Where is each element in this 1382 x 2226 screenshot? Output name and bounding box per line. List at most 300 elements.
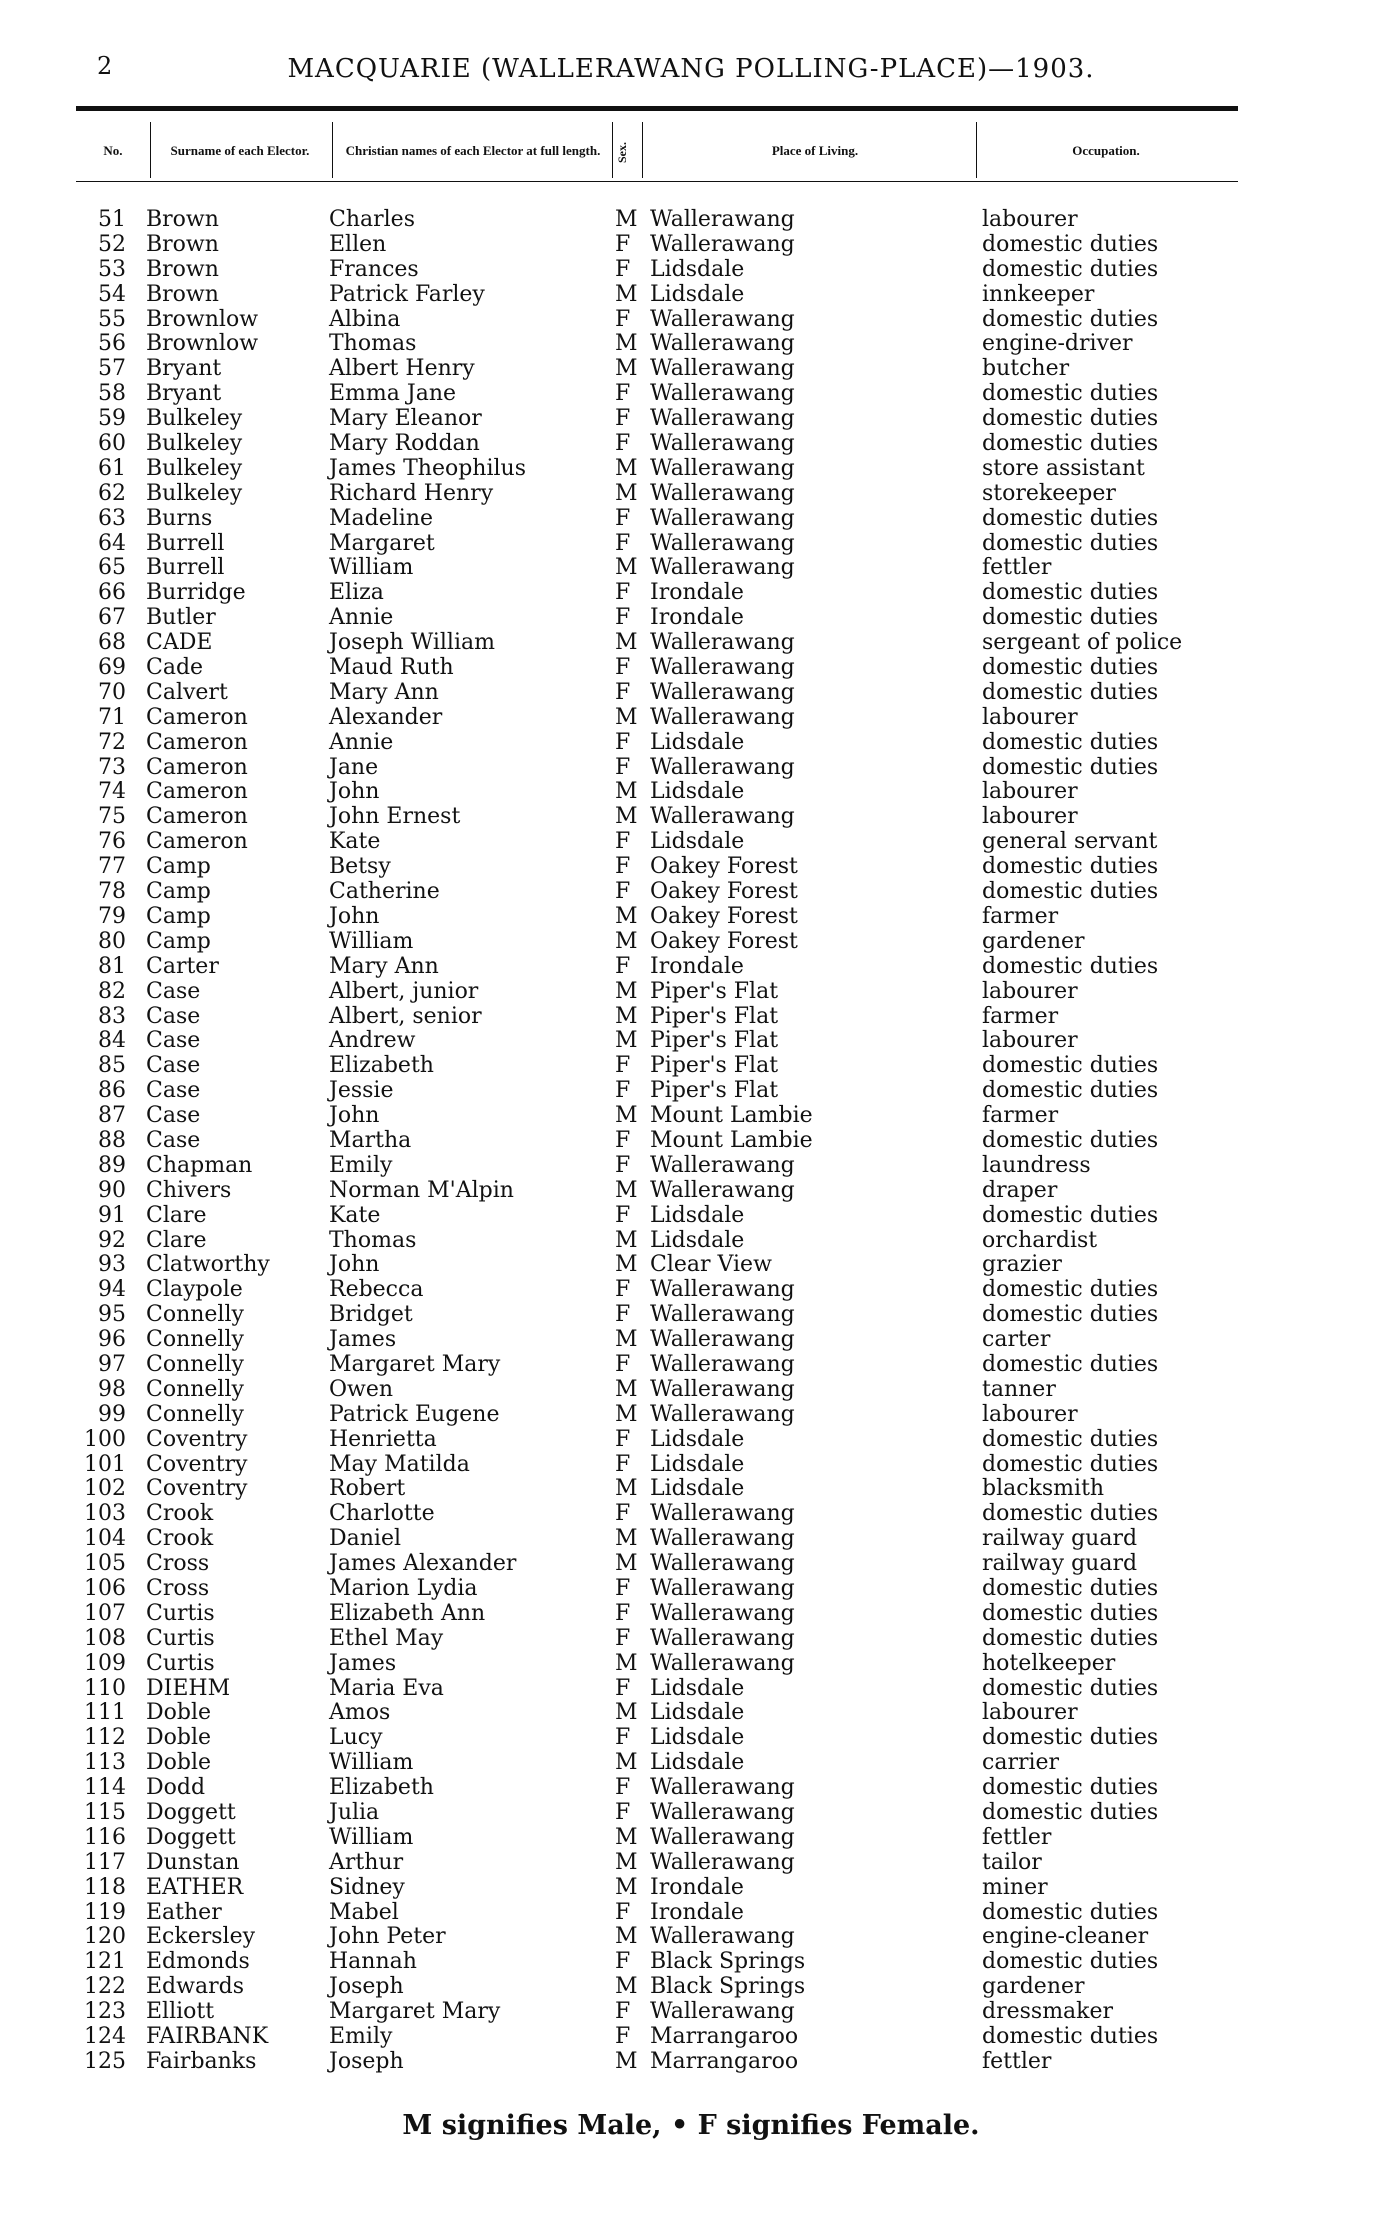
table-row xyxy=(0,1851,1382,1876)
elector-occupation: domestic duties xyxy=(982,1078,1159,1104)
table-row xyxy=(0,1005,1382,1030)
elector-place: Mount Lambie xyxy=(650,1103,813,1129)
elector-sex: F xyxy=(615,1426,631,1452)
elector-occupation: engine-cleaner xyxy=(982,1924,1149,1950)
elector-place: Wallerawang xyxy=(650,1575,795,1601)
elector-occupation: hotelkeeper xyxy=(982,1650,1116,1676)
elector-occupation: domestic duties xyxy=(982,1451,1159,1477)
elector-christian-names: Daniel xyxy=(329,1526,402,1552)
table-row xyxy=(0,2050,1382,2075)
table-row xyxy=(0,1278,1382,1303)
elector-surname: Doggett xyxy=(146,1824,236,1850)
elector-occupation: domestic duties xyxy=(982,505,1159,531)
elector-place: Lidsdale xyxy=(650,281,745,307)
elector-christian-names: Richard Henry xyxy=(329,480,494,506)
elector-occupation: tanner xyxy=(982,1376,1056,1402)
elector-number: 55 xyxy=(98,306,126,332)
elector-sex: F xyxy=(615,1351,631,1377)
table-row xyxy=(0,1029,1382,1054)
table-row xyxy=(0,258,1382,283)
elector-occupation: domestic duties xyxy=(982,605,1159,631)
elector-occupation: domestic duties xyxy=(982,1899,1159,1925)
table-row xyxy=(0,980,1382,1005)
elector-christian-names: Ethel May xyxy=(329,1625,444,1651)
elector-sex: F xyxy=(615,1127,631,1153)
elector-christian-names: John xyxy=(329,779,380,805)
elector-place: Piper's Flat xyxy=(650,1003,779,1029)
elector-place: Lidsdale xyxy=(650,829,745,855)
table-row xyxy=(0,332,1382,357)
elector-surname: Curtis xyxy=(146,1600,215,1626)
elector-number: 82 xyxy=(98,978,126,1004)
elector-sex: F xyxy=(615,1152,631,1178)
header-sex: Sex. xyxy=(615,142,629,164)
elector-occupation: orchardist xyxy=(982,1227,1098,1253)
elector-occupation: domestic duties xyxy=(982,381,1159,407)
elector-place: Wallerawang xyxy=(650,1650,795,1676)
elector-occupation: gardener xyxy=(982,928,1085,954)
table-row xyxy=(0,1627,1382,1652)
elector-place: Lidsdale xyxy=(650,779,745,805)
elector-christian-names: Andrew xyxy=(329,1028,416,1054)
elector-surname: Case xyxy=(146,1003,201,1029)
elector-surname: Cade xyxy=(146,655,204,681)
elector-place: Wallerawang xyxy=(650,431,795,457)
elector-christian-names: Patrick Farley xyxy=(329,281,485,307)
elector-occupation: labourer xyxy=(982,779,1078,805)
elector-place: Wallerawang xyxy=(650,1302,795,1328)
table-row xyxy=(0,432,1382,457)
elector-surname: Brown xyxy=(146,256,219,282)
elector-surname: Case xyxy=(146,1053,201,1079)
elector-occupation: labourer xyxy=(982,804,1078,830)
elector-place: Piper's Flat xyxy=(650,1078,779,1104)
elector-surname: Cameron xyxy=(146,729,248,755)
elector-place: Wallerawang xyxy=(650,1551,795,1577)
elector-christian-names: Robert xyxy=(329,1476,406,1502)
table-row xyxy=(0,1179,1382,1204)
header-place: Place of Living. xyxy=(771,143,859,158)
header-occupation: Occupation. xyxy=(1072,143,1140,158)
elector-place: Wallerawang xyxy=(650,1849,795,1875)
elector-christian-names: Emily xyxy=(329,1152,393,1178)
elector-christian-names: John Peter xyxy=(329,1924,446,1950)
elector-christian-names: Alexander xyxy=(329,704,443,730)
elector-surname: Camp xyxy=(146,854,211,880)
elector-surname: Eather xyxy=(146,1899,222,1925)
elector-place: Piper's Flat xyxy=(650,1053,779,1079)
elector-christian-names: John xyxy=(329,1103,380,1129)
elector-number: 113 xyxy=(84,1750,126,1776)
elector-place: Marrangaroo xyxy=(650,2048,799,2074)
elector-sex: F xyxy=(615,505,631,531)
elector-surname: Connelly xyxy=(146,1327,244,1353)
elector-surname: Clare xyxy=(146,1202,207,1228)
table-row xyxy=(0,1403,1382,1428)
elector-occupation: innkeeper xyxy=(982,281,1095,307)
elector-number: 117 xyxy=(84,1849,126,1875)
elector-christian-names: Charlotte xyxy=(329,1501,435,1527)
elector-surname: Burrell xyxy=(146,530,225,556)
elector-occupation: labourer xyxy=(982,978,1078,1004)
elector-place: Black Springs xyxy=(650,1949,806,1975)
elector-surname: Chivers xyxy=(146,1177,232,1203)
elector-christian-names: James xyxy=(329,1650,397,1676)
header-christian: Christian names of each Elector at full length. xyxy=(345,143,601,158)
elector-christian-names: William xyxy=(329,1750,414,1776)
elector-occupation: gardener xyxy=(982,1974,1085,2000)
elector-place: Clear View xyxy=(650,1252,772,1278)
elector-christian-names: Julia xyxy=(329,1800,380,1825)
elector-surname: Curtis xyxy=(146,1650,215,1676)
table-row xyxy=(0,556,1382,581)
elector-christian-names: Mary Ann xyxy=(329,953,439,979)
elector-sex: M xyxy=(615,1924,638,1950)
elector-surname: Brown xyxy=(146,231,219,257)
elector-number: 58 xyxy=(98,381,126,407)
elector-number: 97 xyxy=(98,1351,126,1377)
elector-number: 95 xyxy=(98,1302,126,1328)
table-row xyxy=(0,1229,1382,1254)
elector-sex: F xyxy=(615,1277,631,1303)
elector-christian-names: Henrietta xyxy=(329,1426,437,1452)
elector-place: Wallerawang xyxy=(650,381,795,407)
elector-sex: F xyxy=(615,605,631,631)
elector-christian-names: John xyxy=(329,1252,380,1278)
elector-sex: M xyxy=(615,455,638,481)
elector-place: Wallerawang xyxy=(650,1824,795,1850)
elector-place: Black Springs xyxy=(650,1974,806,2000)
elector-christian-names: Lucy xyxy=(329,1725,383,1751)
elector-sex: F xyxy=(615,1725,631,1751)
elector-place: Wallerawang xyxy=(650,655,795,681)
elector-christian-names: Albert Henry xyxy=(329,356,475,382)
elector-number: 83 xyxy=(98,1003,126,1029)
elector-place: Lidsdale xyxy=(650,1675,745,1701)
elector-occupation: domestic duties xyxy=(982,1053,1159,1079)
elector-surname: Bryant xyxy=(146,381,222,407)
elector-occupation: grazier xyxy=(982,1252,1062,1278)
elector-surname: Brown xyxy=(146,281,219,307)
elector-number: 73 xyxy=(98,754,126,780)
elector-surname: Doggett xyxy=(146,1800,236,1825)
elector-christian-names: Frances xyxy=(329,256,419,282)
header-surname: Surname of each Elector. xyxy=(170,143,310,158)
elector-surname: Clatworthy xyxy=(146,1252,270,1278)
elector-sex: M xyxy=(615,978,638,1004)
header-rule xyxy=(76,181,1238,182)
table-row xyxy=(0,706,1382,731)
elector-place: Wallerawang xyxy=(650,1501,795,1527)
elector-christian-names: Ellen xyxy=(329,231,387,257)
elector-christian-names: James Theophilus xyxy=(329,455,526,481)
elector-place: Wallerawang xyxy=(650,530,795,556)
elector-sex: M xyxy=(615,1103,638,1129)
elector-occupation: laundress xyxy=(982,1152,1091,1178)
elector-number: 105 xyxy=(84,1551,126,1577)
table-row xyxy=(0,1477,1382,1502)
elector-number: 59 xyxy=(98,406,126,432)
header-divider xyxy=(976,122,977,178)
elector-sex: F xyxy=(615,431,631,457)
elector-surname: Claypole xyxy=(146,1277,243,1303)
elector-occupation: domestic duties xyxy=(982,1575,1159,1601)
elector-number: 80 xyxy=(98,928,126,954)
elector-sex: M xyxy=(615,1003,638,1029)
elector-occupation: domestic duties xyxy=(982,1600,1159,1626)
header-divider xyxy=(642,122,643,178)
elector-place: Wallerawang xyxy=(650,804,795,830)
elector-christian-names: William xyxy=(329,928,414,954)
table-row xyxy=(0,233,1382,258)
elector-occupation: domestic duties xyxy=(982,231,1159,257)
elector-sex: M xyxy=(615,281,638,307)
elector-sex: M xyxy=(615,555,638,581)
elector-christian-names: Thomas xyxy=(329,1227,417,1253)
elector-place: Wallerawang xyxy=(650,1376,795,1402)
elector-sex: M xyxy=(615,704,638,730)
elector-christian-names: Maria Eva xyxy=(329,1675,444,1701)
elector-occupation: domestic duties xyxy=(982,1800,1159,1825)
elector-number: 120 xyxy=(84,1924,126,1950)
elector-sex: F xyxy=(615,754,631,780)
elector-occupation: domestic duties xyxy=(982,1625,1159,1651)
elector-surname: Crook xyxy=(146,1501,214,1527)
elector-sex: F xyxy=(615,1899,631,1925)
elector-number: 123 xyxy=(84,1999,126,2025)
table-row xyxy=(0,1428,1382,1453)
table-row xyxy=(0,930,1382,955)
elector-christian-names: Annie xyxy=(329,729,394,755)
table-row xyxy=(0,1104,1382,1129)
elector-sex: F xyxy=(615,1775,631,1801)
elector-place: Lidsdale xyxy=(650,1476,745,1502)
elector-christian-names: Emily xyxy=(329,2024,393,2050)
elector-occupation: fettler xyxy=(982,555,1052,581)
elector-sex: F xyxy=(615,1451,631,1477)
elector-occupation: domestic duties xyxy=(982,1127,1159,1153)
elector-number: 91 xyxy=(98,1202,126,1228)
elector-surname: Coventry xyxy=(146,1426,248,1452)
table-row xyxy=(0,1054,1382,1079)
elector-surname: Cameron xyxy=(146,829,248,855)
elector-occupation: labourer xyxy=(982,704,1078,730)
elector-number: 104 xyxy=(84,1526,126,1552)
elector-place: Wallerawang xyxy=(650,1277,795,1303)
elector-number: 87 xyxy=(98,1103,126,1129)
table-row xyxy=(0,1925,1382,1950)
elector-surname: Bulkeley xyxy=(146,480,243,506)
elector-christian-names: Thomas xyxy=(329,331,417,357)
table-row xyxy=(0,731,1382,756)
elector-surname: Doble xyxy=(146,1750,212,1776)
elector-occupation: domestic duties xyxy=(982,580,1159,606)
elector-number: 121 xyxy=(84,1949,126,1975)
table-row xyxy=(0,1801,1382,1826)
elector-sex: M xyxy=(615,1650,638,1676)
elector-occupation: storekeeper xyxy=(982,480,1116,506)
elector-christian-names: Marion Lydia xyxy=(329,1575,478,1601)
table-row xyxy=(0,1701,1382,1726)
elector-number: 103 xyxy=(84,1501,126,1527)
elector-number: 78 xyxy=(98,879,126,905)
elector-occupation: domestic duties xyxy=(982,1675,1159,1701)
elector-sex: F xyxy=(615,1600,631,1626)
elector-surname: Coventry xyxy=(146,1451,248,1477)
elector-number: 102 xyxy=(84,1476,126,1502)
elector-surname: Case xyxy=(146,978,201,1004)
top-rule xyxy=(76,106,1238,111)
table-row xyxy=(0,656,1382,681)
elector-place: Wallerawang xyxy=(650,231,795,257)
elector-number: 85 xyxy=(98,1053,126,1079)
elector-christian-names: Emma Jane xyxy=(329,381,457,407)
elector-surname: Butler xyxy=(146,605,216,631)
elector-place: Wallerawang xyxy=(650,207,795,232)
elector-christian-names: Elizabeth Ann xyxy=(329,1600,486,1626)
elector-sex: F xyxy=(615,854,631,880)
table-row xyxy=(0,1602,1382,1627)
elector-surname: Cameron xyxy=(146,804,248,830)
elector-place: Lidsdale xyxy=(650,1451,745,1477)
elector-christian-names: Bridget xyxy=(329,1302,413,1328)
elector-occupation: domestic duties xyxy=(982,1949,1159,1975)
elector-place: Lidsdale xyxy=(650,1725,745,1751)
elector-number: 114 xyxy=(84,1775,126,1801)
elector-occupation: domestic duties xyxy=(982,431,1159,457)
elector-occupation: sergeant of police xyxy=(982,630,1183,656)
elector-occupation: fettler xyxy=(982,1824,1052,1850)
elector-sex: M xyxy=(615,1974,638,2000)
elector-surname: Bulkeley xyxy=(146,455,243,481)
elector-place: Lidsdale xyxy=(650,729,745,755)
elector-surname: Coventry xyxy=(146,1476,248,1502)
elector-occupation: domestic duties xyxy=(982,1351,1159,1377)
elector-place: Wallerawang xyxy=(650,1401,795,1427)
elector-sex: F xyxy=(615,1202,631,1228)
elector-number: 94 xyxy=(98,1277,126,1303)
elector-christian-names: Maud Ruth xyxy=(329,655,454,681)
header-divider xyxy=(612,122,613,178)
elector-occupation: domestic duties xyxy=(982,530,1159,556)
table-row xyxy=(0,1776,1382,1801)
elector-number: 118 xyxy=(84,1874,126,1900)
elector-occupation: labourer xyxy=(982,1028,1078,1054)
elector-occupation: farmer xyxy=(982,1003,1059,1029)
elector-surname: Connelly xyxy=(146,1401,244,1427)
table-row xyxy=(0,1826,1382,1851)
elector-sex: M xyxy=(615,903,638,929)
table-row xyxy=(0,2025,1382,2050)
elector-occupation: tailor xyxy=(982,1849,1042,1875)
elector-christian-names: Elizabeth xyxy=(329,1775,434,1801)
elector-surname: Brownlow xyxy=(146,306,259,332)
elector-sex: F xyxy=(615,306,631,332)
elector-sex: M xyxy=(615,1028,638,1054)
elector-sex: F xyxy=(615,953,631,979)
elector-number: 63 xyxy=(98,505,126,531)
elector-number: 62 xyxy=(98,480,126,506)
elector-place: Wallerawang xyxy=(650,480,795,506)
elector-number: 110 xyxy=(84,1675,126,1701)
elector-place: Wallerawang xyxy=(650,1800,795,1825)
elector-occupation: domestic duties xyxy=(982,1725,1159,1751)
table-row xyxy=(0,1552,1382,1577)
elector-place: Mount Lambie xyxy=(650,1127,813,1153)
table-row xyxy=(0,855,1382,880)
elector-sex: M xyxy=(615,356,638,382)
elector-sex: F xyxy=(615,1675,631,1701)
table-row xyxy=(0,830,1382,855)
elector-number: 77 xyxy=(98,854,126,880)
elector-surname: Camp xyxy=(146,903,211,929)
elector-sex: M xyxy=(615,1824,638,1850)
elector-sex: F xyxy=(615,406,631,432)
elector-surname: Curtis xyxy=(146,1625,215,1651)
elector-place: Oakey Forest xyxy=(650,854,798,880)
table-row xyxy=(0,1751,1382,1776)
elector-number: 81 xyxy=(98,953,126,979)
elector-sex: M xyxy=(615,1476,638,1502)
elector-place: Wallerawang xyxy=(650,455,795,481)
elector-surname: Connelly xyxy=(146,1376,244,1402)
elector-sex: F xyxy=(615,2024,631,2050)
elector-surname: Camp xyxy=(146,928,211,954)
elector-place: Oakey Forest xyxy=(650,928,798,954)
elector-number: 86 xyxy=(98,1078,126,1104)
elector-christian-names: Rebecca xyxy=(329,1277,424,1303)
table-row xyxy=(0,1079,1382,1104)
elector-christian-names: Mabel xyxy=(329,1899,399,1925)
elector-christian-names: Margaret Mary xyxy=(329,1999,501,2025)
elector-christian-names: Albina xyxy=(329,306,401,332)
elector-surname: Brownlow xyxy=(146,331,259,357)
page-number: 2 xyxy=(97,52,113,80)
elector-sex: M xyxy=(615,1526,638,1552)
elector-christian-names: Annie xyxy=(329,605,394,631)
table-row xyxy=(0,532,1382,557)
elector-place: Lidsdale xyxy=(650,1202,745,1228)
elector-occupation: domestic duties xyxy=(982,1426,1159,1452)
elector-place: Lidsdale xyxy=(650,1700,745,1726)
elector-place: Wallerawang xyxy=(650,1327,795,1353)
table-row xyxy=(0,457,1382,482)
elector-occupation: domestic duties xyxy=(982,1202,1159,1228)
elector-surname: Case xyxy=(146,1028,201,1054)
table-row xyxy=(0,357,1382,382)
elector-christian-names: Mary Ann xyxy=(329,679,439,705)
elector-christian-names: Albert, junior xyxy=(329,978,479,1004)
elector-number: 61 xyxy=(98,455,126,481)
elector-sex: M xyxy=(615,1327,638,1353)
elector-number: 107 xyxy=(84,1600,126,1626)
elector-place: Piper's Flat xyxy=(650,1028,779,1054)
elector-surname: Cameron xyxy=(146,704,248,730)
elector-occupation: labourer xyxy=(982,1700,1078,1726)
elector-occupation: railway guard xyxy=(982,1526,1138,1552)
elector-surname: Crook xyxy=(146,1526,214,1552)
elector-surname: Burrell xyxy=(146,555,225,581)
elector-number: 52 xyxy=(98,231,126,257)
elector-sex: M xyxy=(615,779,638,805)
elector-sex: M xyxy=(615,1401,638,1427)
elector-christian-names: Arthur xyxy=(329,1849,404,1875)
elector-sex: M xyxy=(615,1376,638,1402)
elector-number: 106 xyxy=(84,1575,126,1601)
elector-occupation: draper xyxy=(982,1177,1058,1203)
elector-place: Lidsdale xyxy=(650,1426,745,1452)
elector-number: 70 xyxy=(98,679,126,705)
